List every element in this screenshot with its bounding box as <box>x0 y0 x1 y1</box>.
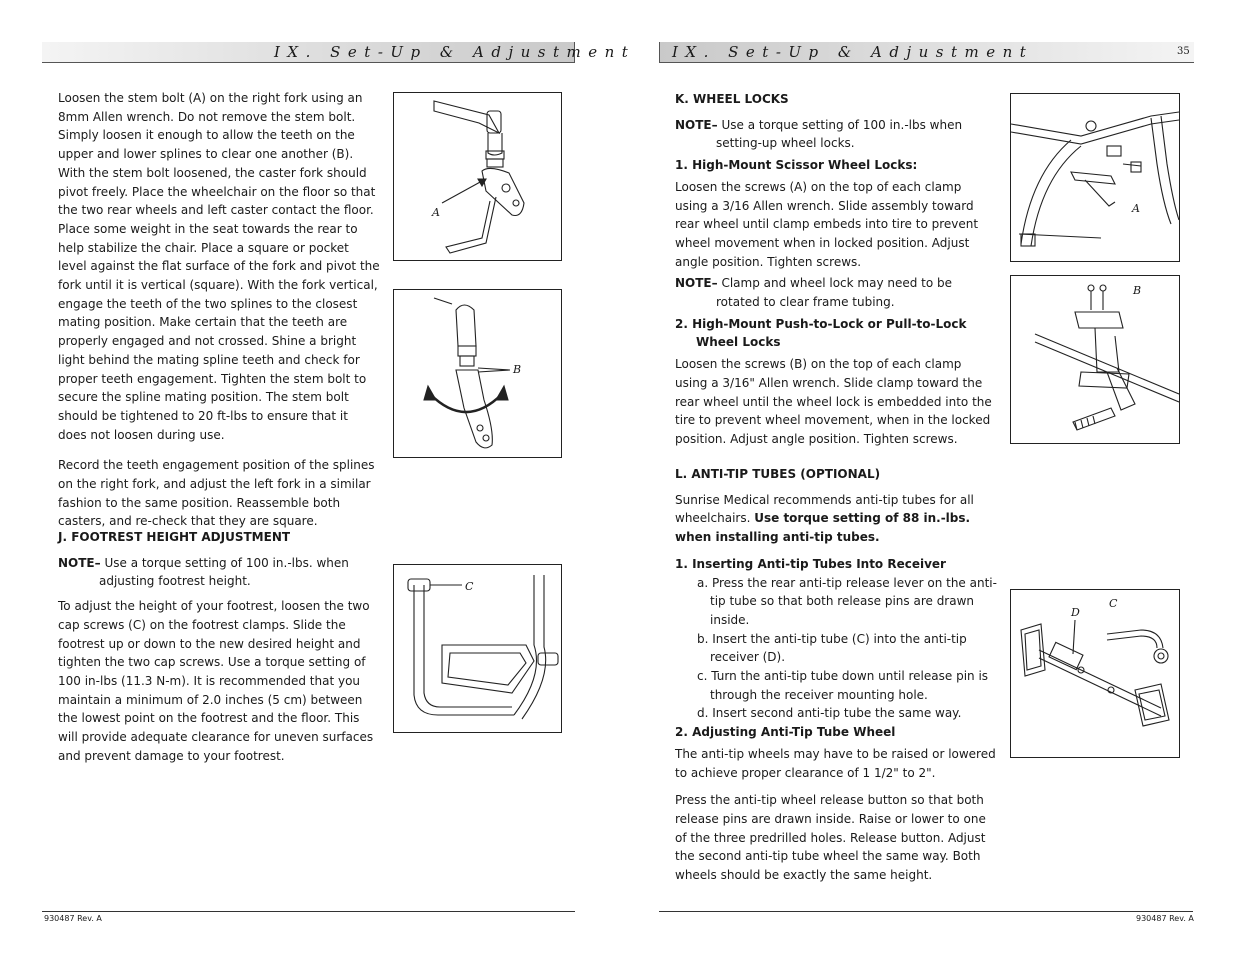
footrest-paragraph: To adjust the height of your footrest, loosen the two cap screws (C) on the footrest clamps. Slide the footrest up or down to the new desired height and tighten the two cap screws. Use a torque setting of 100 in-lbs (11.3 N-m). It is recommended that you maintain a minimum of 2.0 inches (5 cm) between the lowest point on the footrest and the floor. This will provide adequate clearance for uneven surfaces and prevent damage to your footrest. <box>58 599 374 763</box>
l2-paragraph-1: The anti-tip wheels may have to be raised or lowered to achieve proper clearance of 1 1/2" to 2". <box>675 746 996 780</box>
figure-spline-teeth <box>393 289 562 458</box>
l1-heading: 1. Inserting Anti-tip Tubes Into Receiver <box>675 556 946 571</box>
note-j-text: Use a torque setting of 100 in.-lbs. when adjusting footrest height. <box>99 555 349 589</box>
right-footer-rule <box>659 911 1193 912</box>
figure-footrest <box>393 564 562 733</box>
note-k2-text: Clamp and wheel lock may need to be rotated to clear frame tubing. <box>716 276 953 310</box>
figure-label-b-lock: B <box>1133 284 1142 297</box>
figure-scissor-lock <box>1010 93 1180 262</box>
figure-label-d: D <box>1071 606 1080 619</box>
figure-anti-tip <box>1010 589 1180 758</box>
k2-heading: 2. High-Mount Push-to-Lock or Pull-to-Lock Wheel Locks <box>675 316 967 350</box>
footrest-drawing <box>394 565 561 732</box>
push-lock-drawing <box>1011 276 1179 443</box>
l-paragraph <box>675 491 997 547</box>
spline-teeth-drawing <box>394 290 561 457</box>
figure-push-lock <box>1010 275 1180 444</box>
l2-paragraph-2: Press the anti-tip wheel release button so that both release pins are drawn inside. Raise or lower to one of the three predrilled holes. Release button. Adjust the second anti-tip tube wheel the same way. Both wheels should be exactly the same height. <box>675 793 986 883</box>
left-section-title: IX. Set-Up & Adjustment <box>274 43 636 61</box>
section-l-heading: L. ANTI-TIP TUBES (OPTIONAL) <box>675 467 881 481</box>
left-footer-rule <box>42 911 575 912</box>
left-column-top <box>58 89 380 531</box>
figure-label-a-lock: A <box>1132 202 1140 215</box>
note-k1 <box>675 116 997 153</box>
l1-step-a: a. Press the rear anti-tip release lever on the anti-tip tube so that both release pins are drawn inside. <box>697 575 997 627</box>
figure-label-c-tip: C <box>1109 597 1118 610</box>
stem-bolt-drawing <box>394 93 561 260</box>
l1-step-d: d. Insert second anti-tip tube the same way. <box>697 706 962 721</box>
note-k1-text: Use a torque setting of 100 in.-lbs when setting-up wheel locks. <box>716 117 963 151</box>
k1-heading: 1. High-Mount Scissor Wheel Locks: <box>675 158 918 173</box>
l1-step-c: c. Turn the anti-tip tube down until release pin is through the receiver mounting hole. <box>697 669 989 702</box>
note-j-label: NOTE– <box>58 555 101 570</box>
note-k1-label: NOTE– <box>675 117 718 132</box>
note-j <box>58 554 380 591</box>
note-k2-label: NOTE– <box>675 276 718 291</box>
left-footer-text: 930487 Rev. A <box>44 914 102 923</box>
figure-stem-bolt <box>393 92 562 261</box>
left-header-bar <box>42 42 636 63</box>
right-header-bar <box>659 42 1194 63</box>
k2-paragraph: Loosen the screws (B) on the top of each clamp using a 3/16" Allen wrench. Slide clamp toward the rear wheel until the wheel lock is embedded into the tire to prevent wheel movement, when in the locked position. Adjust angle position. Tighten screws. <box>675 357 992 446</box>
right-footer-text: 930487 Rev. A <box>1136 914 1194 923</box>
note-k2 <box>675 274 997 311</box>
right-section-title: IX. Set-Up & Adjustment <box>672 43 1034 61</box>
anti-tip-drawing <box>1011 590 1179 757</box>
right-page-number: 35 <box>1177 46 1190 57</box>
left-column-footrest <box>58 528 380 765</box>
record-teeth-paragraph: Record the teeth engagement position of the splines on the right fork, and adjust the left fork in a similar fashion to the same position. Reassemble both casters, and re-check that they are square. <box>58 458 375 529</box>
caster-fork-paragraph: Loosen the stem bolt (A) on the right fork using an 8mm Allen wrench. Do not remove the stem bolt. Simply loosen it enough to allow the teeth on the upper and lower splines to clear one another (B). With the stem bolt loosened, the caster fork should pivot freely. Place the wheelchair on the floor so that the two rear wheels and left caster contact the floor. Place some weight in the seat towards the rear to help stabilize the chair. Place a square or pocket level against the flat surface of the fork and pivot the fork until it is vertical (square). With the fork vertical, engage the teeth of the two splines to the closest mating position. Make certain that the teeth are properly engaged and not crossed. Shine a bright light behind the mating spline teeth and check for proper teeth engagement. Tighten the stem bolt to secure the spline mating position. The stem bolt should be tightened to 20 ft-lbs to ensure that it does not loosen during use. <box>58 91 380 442</box>
l2-heading: 2. Adjusting Anti-Tip Tube Wheel <box>675 725 896 740</box>
figure-label-c: C <box>465 580 474 593</box>
right-column-anti-tip <box>675 465 997 885</box>
l1-step-b: b. Insert the anti-tip tube (C) into the anti-tip receiver (D). <box>697 631 967 665</box>
l-paragraph-plain: Sunrise Medical recommends anti-tip tubes for all wheelchairs. <box>675 492 974 526</box>
right-column-wheel-locks <box>675 90 997 449</box>
section-k-heading: K. WHEEL LOCKS <box>675 92 789 106</box>
l-paragraph-bold: Use torque setting of 88 in.-lbs. when installing anti-tip tubes. <box>675 511 971 545</box>
k1-paragraph: Loosen the screws (A) on the top of each clamp using a 3/16 Allen wrench. Slide assembly toward rear wheel until clamp embeds into tire to prevent wheel movement when in locked position. Adjust angle position. Tighten screws. <box>675 179 979 269</box>
figure-label-b: B <box>513 363 522 376</box>
figure-label-a: A <box>432 206 440 219</box>
scissor-lock-drawing <box>1011 94 1179 261</box>
section-j-heading: J. FOOTREST HEIGHT ADJUSTMENT <box>58 530 291 544</box>
